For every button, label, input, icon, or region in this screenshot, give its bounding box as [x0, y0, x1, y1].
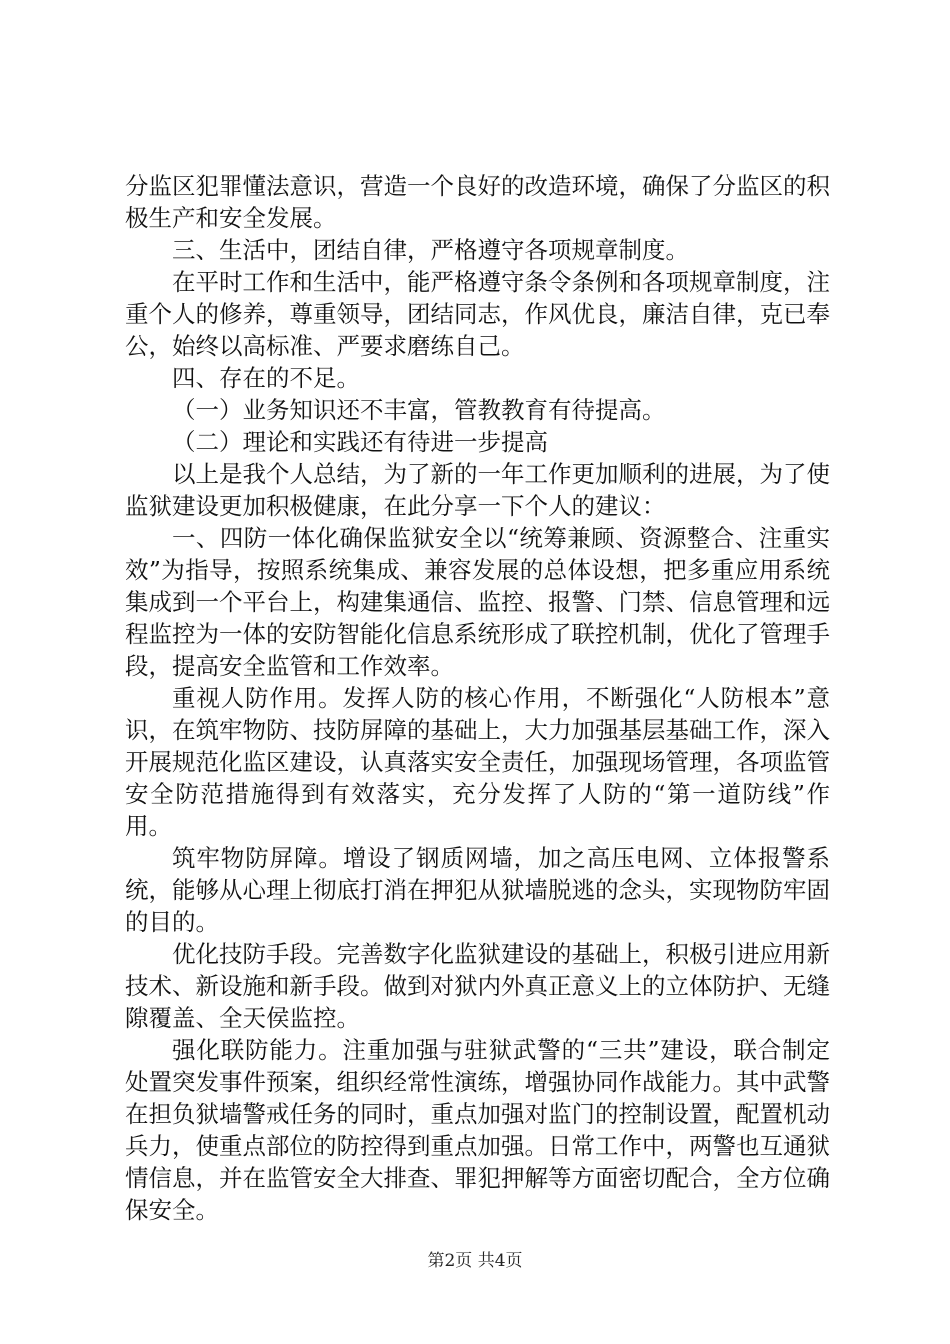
paragraph: 筑牢物防屏障。增设了钢质网墙，加之高压电网、立体报警系统，能够从心理上彻底打消在押犯从狱墙脱逃的念头，实现物防牢固的目的。: [125, 844, 830, 936]
document-body: [125, 170, 830, 1226]
paragraph: （二）理论和实践还有待进一步提高: [172, 428, 548, 456]
paragraph: 四、存在的不足。: [172, 364, 360, 392]
paragraph: 优化技防手段。完善数字化监狱建设的基础上，积极引进应用新技术、新设施和新手段。做到对狱内外真正意义上的立体防护、无缝隙覆盖、全天侯监控。: [125, 940, 830, 1032]
paragraph: 分监区犯罪懂法意识，营造一个良好的改造环境，确保了分监区的积极生产和安全发展。: [125, 172, 830, 232]
paragraph: 一、四防一体化确保监狱安全以“统筹兼顾、资源整合、注重实效”为指导，按照系统集成、兼容发展的总体设想，把多重应用系统集成到一个平台上，构建集通信、监控、报警、门禁、信息管理和远程监控为一体的安防智能化信息系统形成了联控机制，优化了管理手段，提高安全监管和工作效率。: [125, 524, 830, 680]
paragraph: 三、生活中，团结自律，严格遵守各项规章制度。: [172, 236, 689, 264]
paragraph: （一）业务知识还不丰富，管教教育有待提高。: [172, 396, 666, 424]
paragraph: 以上是我个人总结，为了新的一年工作更加顺利的进展，为了使监狱建设更加积极健康，在此分享一下个人的建议：: [125, 460, 830, 520]
paragraph: 强化联防能力。注重加强与驻狱武警的“三共”建设，联合制定处置突发事件预案，组织经常性演练，增强协同作战能力。其中武警在担负狱墙警戒任务的同时，重点加强对监门的控制设置，配置机动兵力，使重点部位的防控得到重点加强。日常工作中，两警也互通狱情信息，并在监管安全大排查、罪犯押解等方面密切配合，全方位确保安全。: [125, 1036, 830, 1224]
paragraph: 重视人防作用。发挥人防的核心作用，不断强化“人防根本”意识，在筑牢物防、技防屏障的基础上，大力加强基层基础工作，深入开展规范化监区建设，认真落实安全责任，加强现场管理，各项监管安全防范措施得到有效落实，充分发挥了人防的“第一道防线”作用。: [125, 684, 830, 840]
paragraph: 在平时工作和生活中，能严格遵守条令条例和各项规章制度，注重个人的修养，尊重领导，团结同志，作风优良，廉洁自律，克已奉公，始终以高标准、严要求磨练自己。: [125, 268, 830, 360]
page-footer: 第2页 共4页: [427, 1251, 523, 1271]
